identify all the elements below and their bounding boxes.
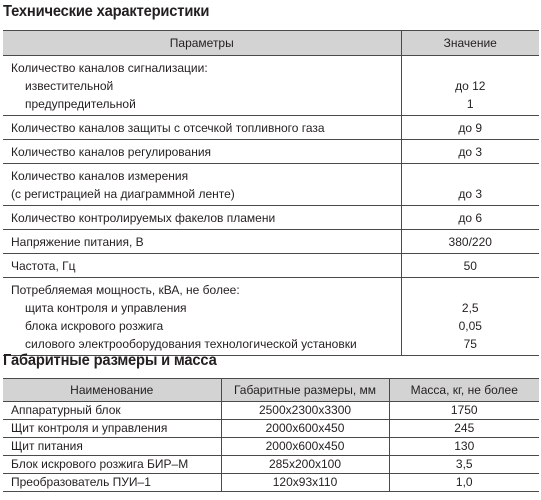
column-header-parameters: Параметры bbox=[3, 31, 401, 56]
name-cell: Преобразователь ПУИ–1 bbox=[3, 474, 221, 492]
dimensions-cell: 2500x2300x3300 bbox=[221, 402, 389, 420]
specs-table-header bbox=[3, 31, 539, 56]
name-cell: Аппаратурный блок bbox=[3, 402, 221, 420]
mass-cell: 1750 bbox=[389, 402, 539, 420]
parameter-cell bbox=[3, 206, 401, 230]
value-cell bbox=[401, 140, 539, 164]
table-row bbox=[3, 206, 539, 230]
table-row bbox=[3, 56, 539, 116]
value-cell bbox=[401, 230, 539, 254]
value-text: до 9 bbox=[458, 121, 483, 135]
parameter-text: (с регистрацией на диаграммной ленте) bbox=[11, 187, 235, 201]
value-cell bbox=[401, 278, 539, 356]
table-row bbox=[3, 278, 539, 356]
value-text: до 3 bbox=[458, 187, 483, 201]
parameter-text: предупредительной bbox=[25, 97, 136, 111]
value-text bbox=[402, 281, 540, 299]
dimensions-cell: 2000x600x450 bbox=[221, 438, 389, 456]
specs-table bbox=[3, 30, 539, 356]
column-header-dimensions: Габаритные размеры, мм bbox=[221, 379, 389, 402]
parameter-text: силового электрооборудования технологической установки bbox=[25, 337, 357, 351]
mass-cell: 245 bbox=[389, 420, 539, 438]
parameter-text: Количество каналов регулирования bbox=[11, 145, 212, 159]
table-row bbox=[3, 164, 539, 206]
parameter-text: Потребляемая мощность, кВА, не более: bbox=[11, 283, 240, 297]
value-text: 380/220 bbox=[448, 235, 492, 249]
section-title-specs: Технические характеристики bbox=[3, 3, 210, 20]
dimensions-cell: 120x93x110 bbox=[221, 474, 389, 492]
dimensions-cell: 2000x600x450 bbox=[221, 420, 389, 438]
value-cell bbox=[401, 116, 539, 140]
column-header-mass: Масса, кг, не более bbox=[389, 379, 539, 402]
parameter-cell bbox=[3, 140, 401, 164]
table-row bbox=[3, 420, 539, 438]
value-text: до 3 bbox=[458, 145, 483, 159]
dimensions-table bbox=[3, 378, 539, 492]
parameter-text: Количество контролируемых факелов пламени bbox=[11, 211, 276, 225]
mass-cell: 3,5 bbox=[389, 456, 539, 474]
table-row bbox=[3, 474, 539, 492]
parameter-cell bbox=[3, 230, 401, 254]
parameter-cell bbox=[3, 278, 401, 356]
parameter-text: блока искрового розжига bbox=[25, 319, 164, 333]
table-row bbox=[3, 438, 539, 456]
table-row bbox=[3, 254, 539, 278]
parameter-cell bbox=[3, 164, 401, 206]
name-cell: Щит питания bbox=[3, 438, 221, 456]
column-header-name: Наименование bbox=[3, 379, 221, 402]
column-header-value: Значение bbox=[401, 31, 539, 56]
value-text: 2,5 bbox=[461, 301, 479, 315]
name-cell: Блок искрового розжига БИР–М bbox=[3, 456, 221, 474]
value-cell bbox=[401, 254, 539, 278]
value-text bbox=[402, 59, 540, 77]
value-text: до 12 bbox=[455, 79, 486, 93]
value-text bbox=[402, 167, 540, 185]
value-text: 75 bbox=[463, 337, 477, 351]
name-cell: Щит контроля и управления bbox=[3, 420, 221, 438]
section-title-dimensions: Габаритные размеры и масса bbox=[3, 352, 217, 369]
table-row bbox=[3, 116, 539, 140]
parameter-text: Частота, Гц bbox=[11, 259, 76, 273]
value-cell bbox=[401, 56, 539, 116]
parameter-cell bbox=[3, 56, 401, 116]
mass-cell: 1,0 bbox=[389, 474, 539, 492]
table-row bbox=[3, 456, 539, 474]
value-cell bbox=[401, 164, 539, 206]
value-text: 1 bbox=[466, 97, 474, 111]
value-text: 50 bbox=[463, 259, 477, 273]
value-cell bbox=[401, 206, 539, 230]
parameter-text: щита контроля и управления bbox=[25, 301, 187, 315]
parameter-text: Количество каналов сигнализации: bbox=[11, 61, 208, 75]
table-row bbox=[3, 402, 539, 420]
table-row bbox=[3, 140, 539, 164]
table-row bbox=[3, 230, 539, 254]
value-text: 0,05 bbox=[458, 319, 482, 333]
dimensions-table-header bbox=[3, 379, 539, 402]
dimensions-cell: 285x200x100 bbox=[221, 456, 389, 474]
parameter-text: Напряжение питания, В bbox=[11, 235, 144, 249]
parameter-cell bbox=[3, 116, 401, 140]
parameter-cell bbox=[3, 254, 401, 278]
parameter-text: известительной bbox=[25, 79, 114, 93]
parameter-text: Количество каналов измерения bbox=[11, 169, 189, 183]
parameter-text: Количество каналов защиты с отсечкой топливного газа bbox=[11, 121, 325, 135]
mass-cell: 130 bbox=[389, 438, 539, 456]
value-text: до 6 bbox=[458, 211, 483, 225]
